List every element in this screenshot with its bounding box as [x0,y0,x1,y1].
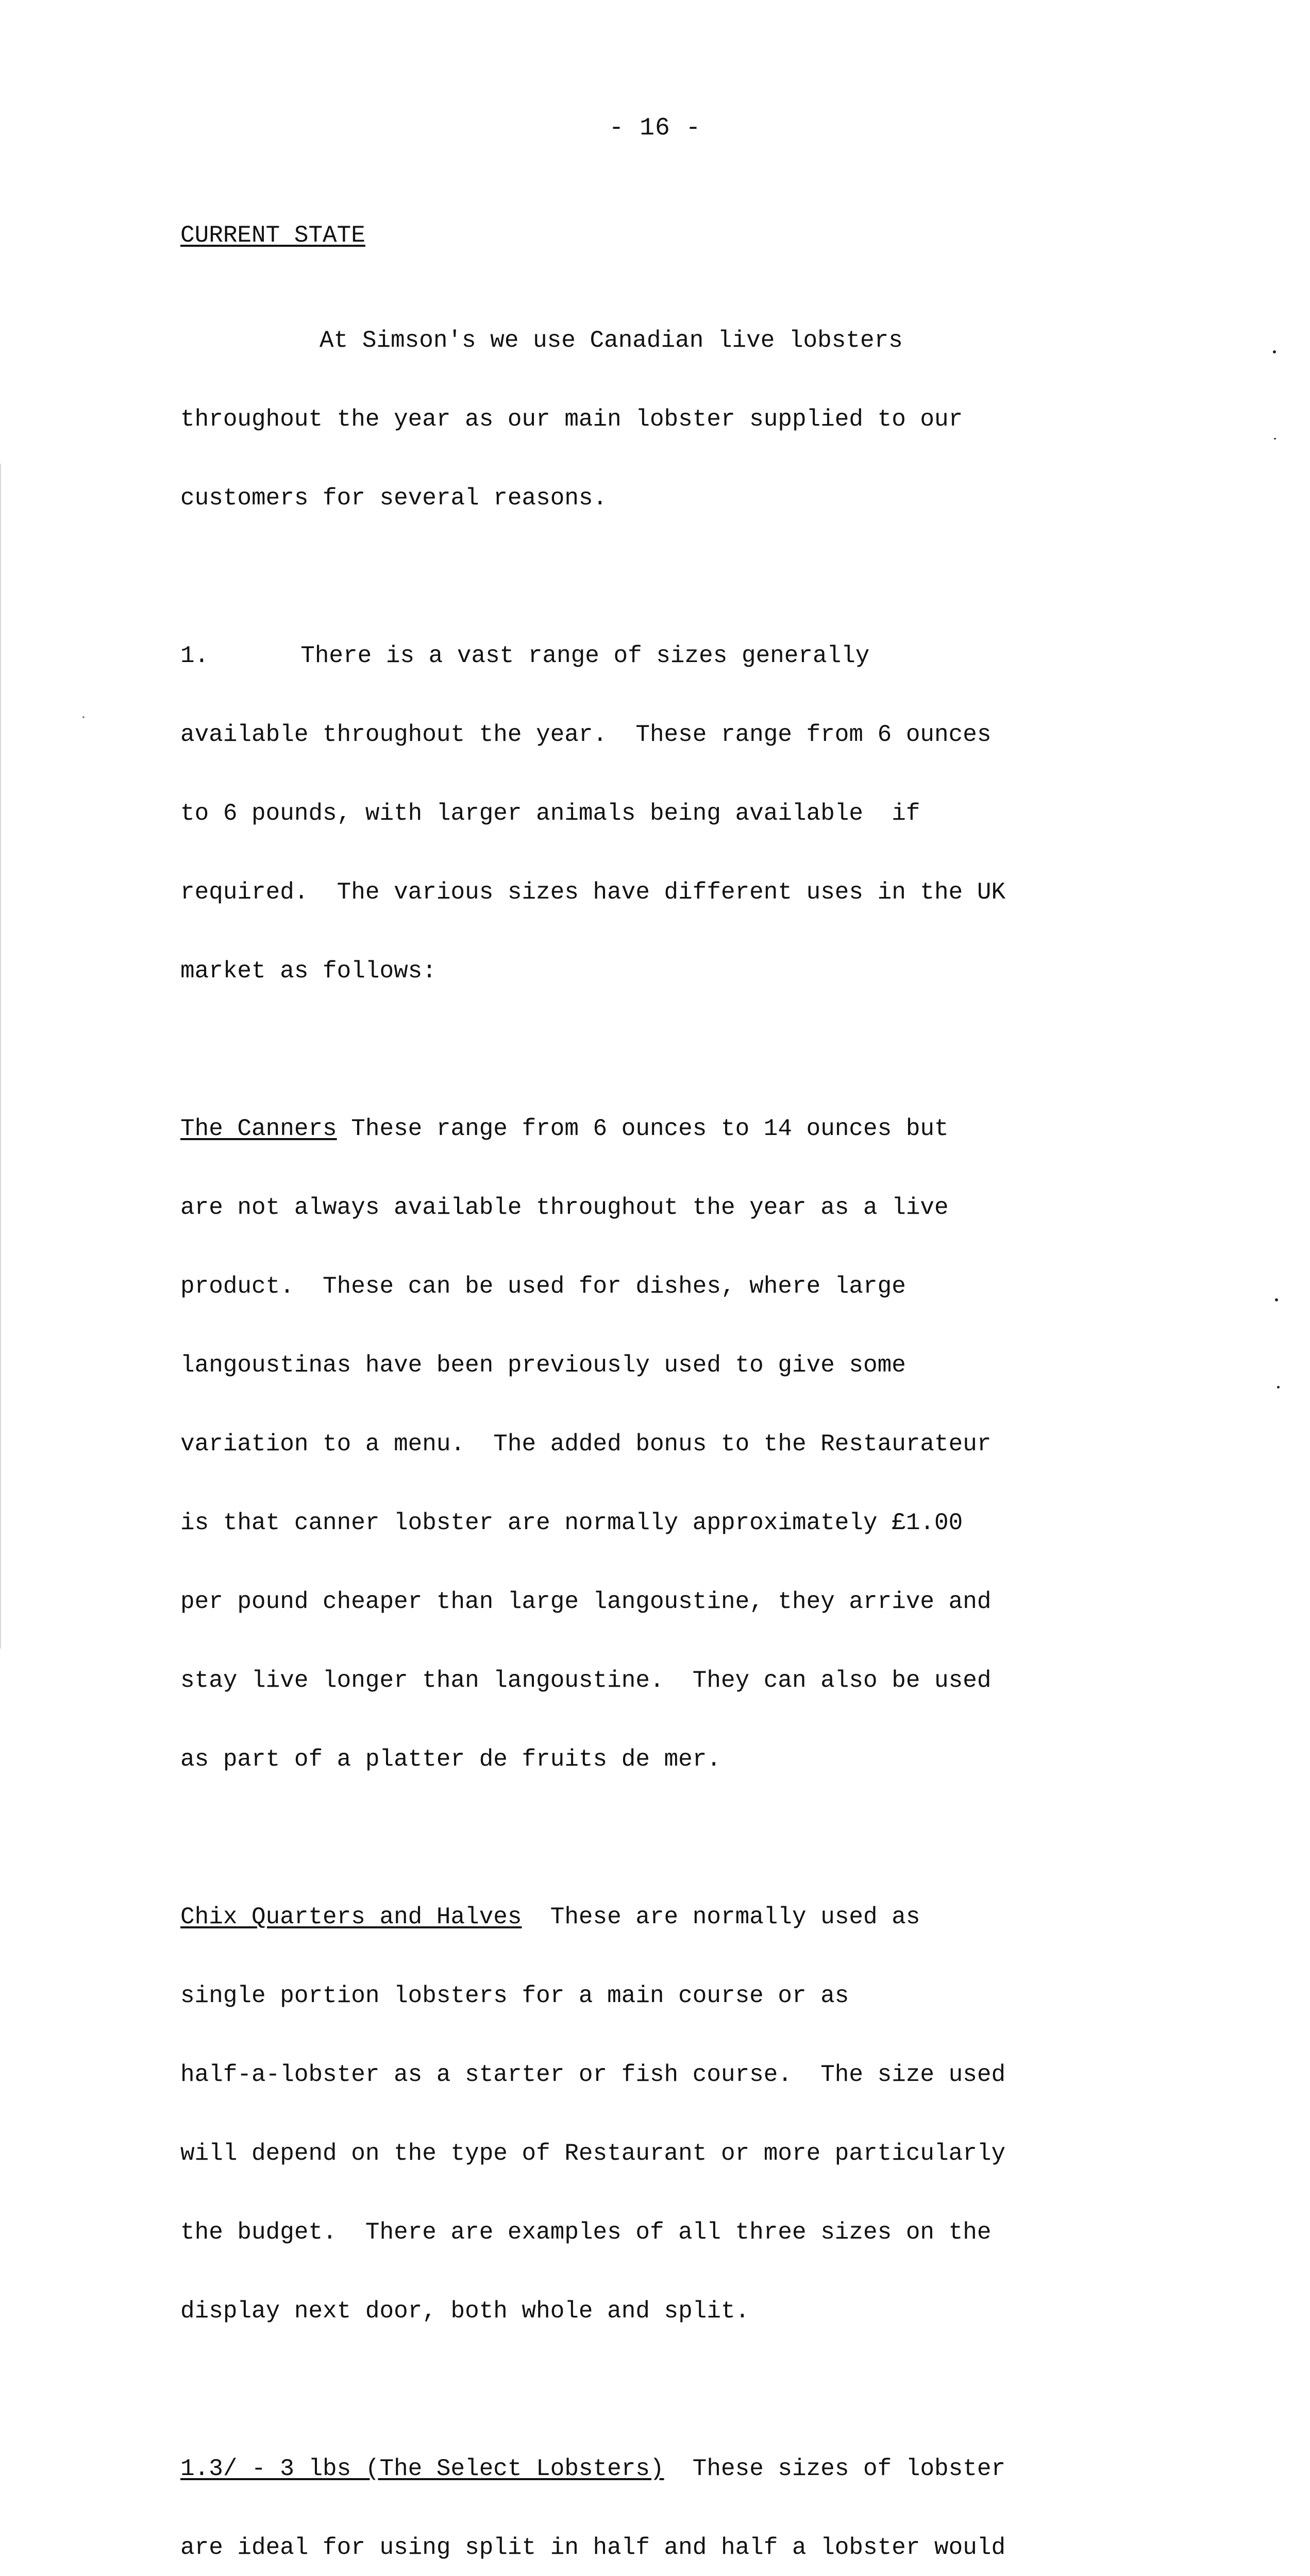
chix-line: display next door, both whole and split. [180,2298,750,2325]
intro-line: customers for several reasons. [180,485,608,512]
scan-speck [1277,1386,1280,1388]
point-1-line: required. The various sizes have different uses in the UK [180,879,1006,906]
intro-line: throughout the year as our main lobster supplied to our [180,406,963,433]
intro-line: At Simson's we use Canadian live lobsters [320,327,903,354]
term-canners: The Canners [180,1115,337,1142]
canners-line: variation to a menu. The added bonus to the Restaurateur [180,1431,992,1458]
select-first-line [180,2456,1160,2482]
point-1-paragraph [180,590,1160,1037]
scan-speck [1274,438,1276,439]
point-1-first-line [180,643,1160,669]
point-1-line: available throughout the year. These range from 6 ounces [180,721,992,748]
chix-text: These are normally used as [522,1904,920,1930]
scan-speck [1273,350,1276,353]
point-1-line: There is a vast range of sizes generally [300,642,870,669]
intro-paragraph [180,275,1160,564]
chix-paragraph [180,1852,1160,2377]
canners-line: is that canner lobster are normally approximately £1.00 [180,1510,963,1536]
scan-speck [82,716,85,718]
canners-paragraph [180,1063,1160,1825]
select-line: are ideal for using split in half and half a lobster would [180,2534,1006,2561]
chix-line: single portion lobsters for a main course or as [180,1982,849,2009]
chix-line: the budget. There are examples of all three sizes on the [180,2219,992,2246]
scan-edge-line [0,464,1,1649]
point-1-line: market as follows: [180,958,436,985]
document-body [180,223,1160,2576]
term-select: 1.3/ - 3 lbs (The Select Lobsters) [180,2455,664,2482]
chix-first-line [180,1904,1160,1930]
chix-line: half-a-lobster as a starter or fish course. The size used [180,2061,1006,2088]
chix-line: will depend on the type of Restaurant or more particularly [180,2140,1006,2167]
point-1-line: to 6 pounds, with larger animals being available if [180,800,920,827]
canners-first-line [180,1116,1160,1142]
canners-line: as part of a platter de fruits de mer. [180,1746,721,1773]
page-number: - 16 - [609,114,701,142]
section-heading: CURRENT STATE [180,222,365,249]
scan-speck [1275,1298,1278,1301]
canners-line: per pound cheaper than large langoustine, they arrive and [180,1588,992,1615]
canners-line: stay live longer than langoustine. They can also be used [180,1667,992,1694]
canners-line: langoustinas have been previously used to give some [180,1352,906,1379]
point-marker: 1. [180,642,209,669]
canners-line: product. These can be used for dishes, where large [180,1273,906,1300]
select-paragraph [180,2403,1160,2576]
term-chix: Chix Quarters and Halves [180,1904,522,1930]
canners-line: are not always available throughout the year as a live [180,1194,949,1221]
canners-text: These range from 6 ounces to 14 ounces but [337,1115,949,1142]
select-text: These sizes of lobster [664,2455,1006,2482]
